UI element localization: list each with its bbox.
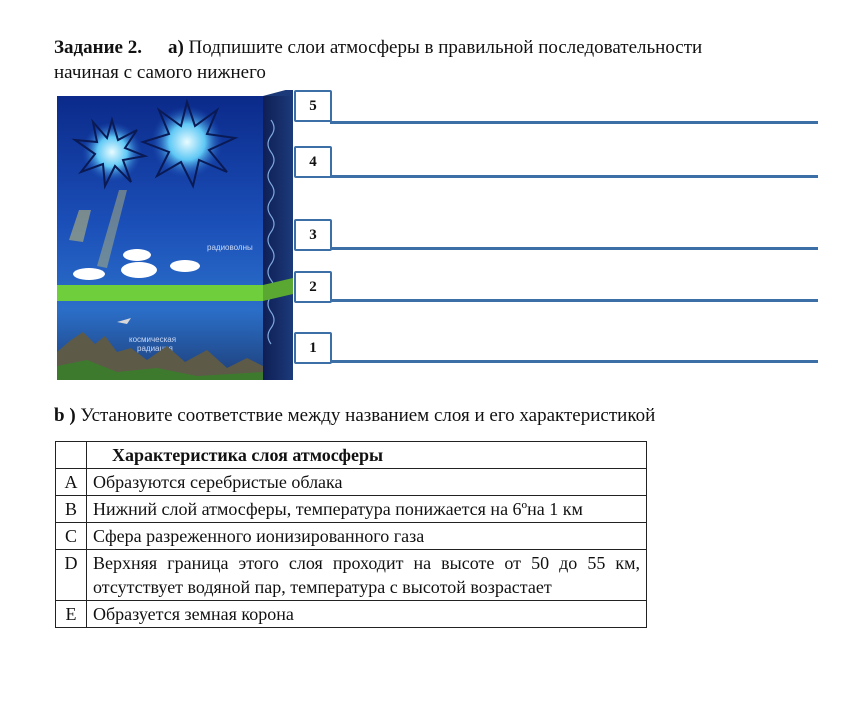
table-row — [56, 550, 647, 601]
table-row — [56, 523, 647, 550]
layer-label-5: 5 — [294, 90, 332, 122]
cosmic-radiation-caption-2: радиация — [137, 344, 173, 353]
radio-waves-caption: радиоволны — [207, 243, 253, 252]
row-key: A — [56, 469, 87, 496]
answer-line-1[interactable] — [330, 360, 818, 363]
row-text: Нижний слой атмосферы, температура понижается на 6ºна 1 км — [87, 496, 647, 523]
layer-label-1: 1 — [294, 332, 332, 364]
task-number: Задание 2. — [54, 37, 142, 58]
table-header: Характеристика слоя атмосферы — [87, 442, 647, 469]
row-key: D — [56, 550, 87, 601]
part-b-text: Установите соответствие между названием слоя и его характеристикой — [80, 405, 656, 426]
table-row — [56, 469, 647, 496]
table-header-row — [56, 442, 647, 469]
row-text: Образуется земная корона — [87, 601, 647, 628]
task-heading — [54, 36, 822, 60]
part-b-instruction — [54, 404, 655, 428]
header-empty-cell — [56, 442, 87, 469]
characteristics-table — [55, 441, 647, 628]
answer-line-5[interactable] — [330, 121, 818, 124]
part-b-label: b ) — [54, 405, 76, 426]
row-text: Образуются серебристые облака — [87, 469, 647, 496]
layer-label-3: 3 — [294, 219, 332, 251]
atmosphere-illustration — [57, 90, 297, 380]
row-key: E — [56, 601, 87, 628]
answer-line-3[interactable] — [330, 247, 818, 250]
answer-line-2[interactable] — [330, 299, 818, 302]
layer-label-2: 2 — [294, 271, 332, 303]
row-text: Сфера разреженного ионизированного газа — [87, 523, 647, 550]
table-row — [56, 496, 647, 523]
cosmic-radiation-caption-1: космическая — [129, 335, 177, 344]
answer-line-4[interactable] — [330, 175, 818, 178]
row-key: B — [56, 496, 87, 523]
row-text: Верхняя граница этого слоя проходит на высоте от 50 до 55 км, отсутствует водяной пар, температура с высотой возрастает — [87, 550, 647, 601]
task-instruction-line1: Подпишите слои атмосферы в правильной последовательности — [188, 37, 703, 58]
layer-label-4: 4 — [294, 146, 332, 178]
task-instruction-line2: начиная с самого нижнего — [54, 62, 266, 83]
ozone-layer — [57, 285, 263, 301]
table-row — [56, 601, 647, 628]
row-key: C — [56, 523, 87, 550]
part-a-label: а) — [167, 37, 184, 58]
